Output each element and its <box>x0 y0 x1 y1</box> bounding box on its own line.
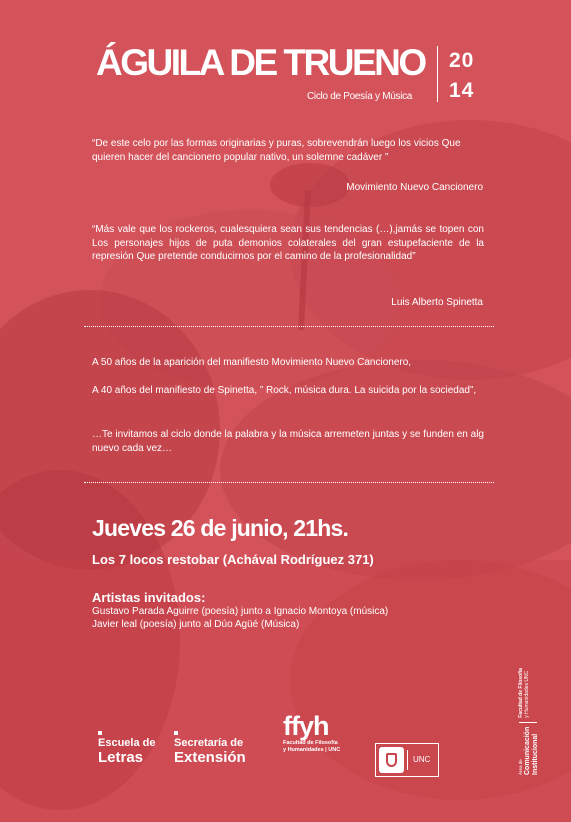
quote-author: Luis Alberto Spinetta <box>391 297 483 308</box>
unc-logo <box>375 743 439 777</box>
quote-text: “De este celo por las formas originarias y puras, sobrevendrán luego los vicios Que quieren hacer del cancionero popular nativo, un solemne cadáver ” <box>92 138 461 163</box>
event-venue: Los 7 locos restobar (Achával Rodríguez 371) <box>92 552 374 567</box>
title-divider <box>437 46 438 102</box>
comm-small: Área de <box>518 759 523 775</box>
unc-seal-icon <box>379 747 404 773</box>
poster-title: ÁGUILA DE TRUENO <box>96 42 425 83</box>
event-date: Jueves 26 de junio, 21hs. <box>92 515 349 541</box>
logo-big-text: Extensión <box>174 748 246 766</box>
intro-paragraph: …Te invitamos al ciclo donde la palabra y la música arremeten juntas y se funden en alg nuevo cada vez… <box>92 429 484 454</box>
vertical-divider <box>519 722 537 723</box>
ffyh-line: y Humanidades | UNC <box>283 746 341 753</box>
artists-heading: Artistas invitados: <box>92 590 206 605</box>
year-bottom: 14 <box>449 79 475 102</box>
escuela-letras-logo <box>98 738 155 765</box>
unc-divider <box>407 750 408 770</box>
faculty-group <box>519 668 530 718</box>
logo-small-text: Secretaría de <box>174 737 244 749</box>
unc-label: UNC <box>413 755 431 764</box>
faculty-line: y Humanidades UNC <box>523 670 530 718</box>
faculty-line: Facultad de Filosofía <box>518 668 524 718</box>
comm-group <box>519 727 539 775</box>
ffyh-line: Facultad de Filosofía <box>283 740 338 746</box>
comunicacion-institucional-logo <box>519 668 539 775</box>
artist-item: Javier leal (poesía) junto al Dúo Agüé (Música) <box>92 619 300 630</box>
comm-line: Institucional <box>531 733 539 775</box>
logo-small-text: Escuela de <box>98 737 156 749</box>
logo-mark <box>98 731 102 735</box>
secretaria-extension-logo <box>174 738 246 765</box>
logo-big-text: Letras <box>98 748 144 766</box>
dotted-divider <box>84 482 494 483</box>
dotted-divider <box>84 326 494 327</box>
quote-text: “Más vale que los rockeros, cualesquiera sean sus tendencias (…),jamás se topen con Los personajes hijos de puta demonios colaterales del gran estupefaciente de la represión Que pretende conducirnos por el camino de la profesionalidad” <box>92 224 484 262</box>
year-top: 20 <box>449 49 475 72</box>
logo-mark <box>174 731 178 735</box>
ffyh-wordmark: ffyh <box>283 711 329 741</box>
intro-paragraph: A 50 años de la aparición del manifiesto Movimiento Nuevo Cancionero, <box>92 357 412 368</box>
quote-author: Movimiento Nuevo Cancionero <box>346 182 483 193</box>
artist-item: Gustavo Parada Aguirre (poesía) junto a Ignacio Montoya (música) <box>92 606 389 617</box>
comm-line: Comunicación <box>523 726 531 775</box>
poster-subtitle: Ciclo de Poesía y Música <box>307 91 413 102</box>
intro-paragraph: A 40 años del manifiesto de Spinetta, ” Rock, música dura. La suicida por la sociedad”, <box>92 385 477 396</box>
ffyh-logo <box>283 713 340 753</box>
